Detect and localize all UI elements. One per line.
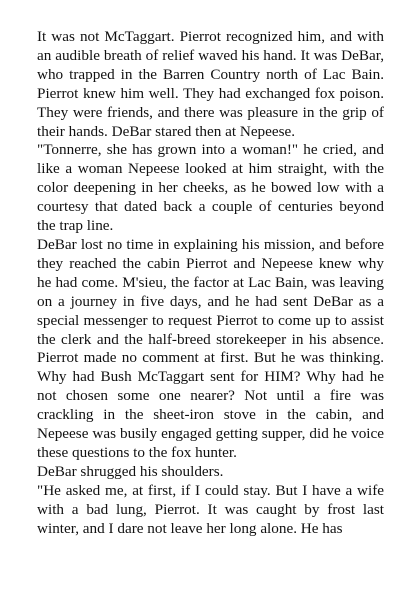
- paragraph: DeBar lost no time in explaining his mission, and before they reached the cabin Pierrot and Nepeese knew why he had come. M'sieu, the factor at Lac Bain, was leaving on a journey in five days, and he had sent DeBar as a special messenger to request Pierrot to come up to assist the clerk and the half-breed storekeeper in his absence. Pierrot made no comment at first. But he was thinking. Why had Bush McTaggart sent for HIM? Why had he not chosen some one nearer? Not until a fire was crackling in the sheet-iron stove in the cabin, and Nepeese was busily engaged getting supper, did he voice these questions to the fox hunter.: [37, 235, 384, 461]
- page-text: [37, 28, 384, 538]
- paragraph: "Tonnerre, she has grown into a woman!" he cried, and like a woman Nepeese looked at him straight, with the color deepening in her cheeks, as he bowed low with a courtesy that dated back a couple of centuries beyond the trap line.: [37, 141, 384, 235]
- paragraph: "He asked me, at first, if I could stay. But I have a wife with a bad lung, Pierrot. It was caught by frost last winter, and I dare not leave her long alone. He has: [37, 481, 384, 537]
- paragraph: It was not McTaggart. Pierrot recognized him, and with an audible breath of relief waved his hand. It was DeBar, who trapped in the Barren Country north of Lac Bain. Pierrot knew him well. They had exchanged fox poison. They were friends, and there was pleasure in the grip of their hands. DeBar stared then at Nepeese.: [37, 28, 384, 140]
- paragraph: DeBar shrugged his shoulders.: [37, 462, 224, 480]
